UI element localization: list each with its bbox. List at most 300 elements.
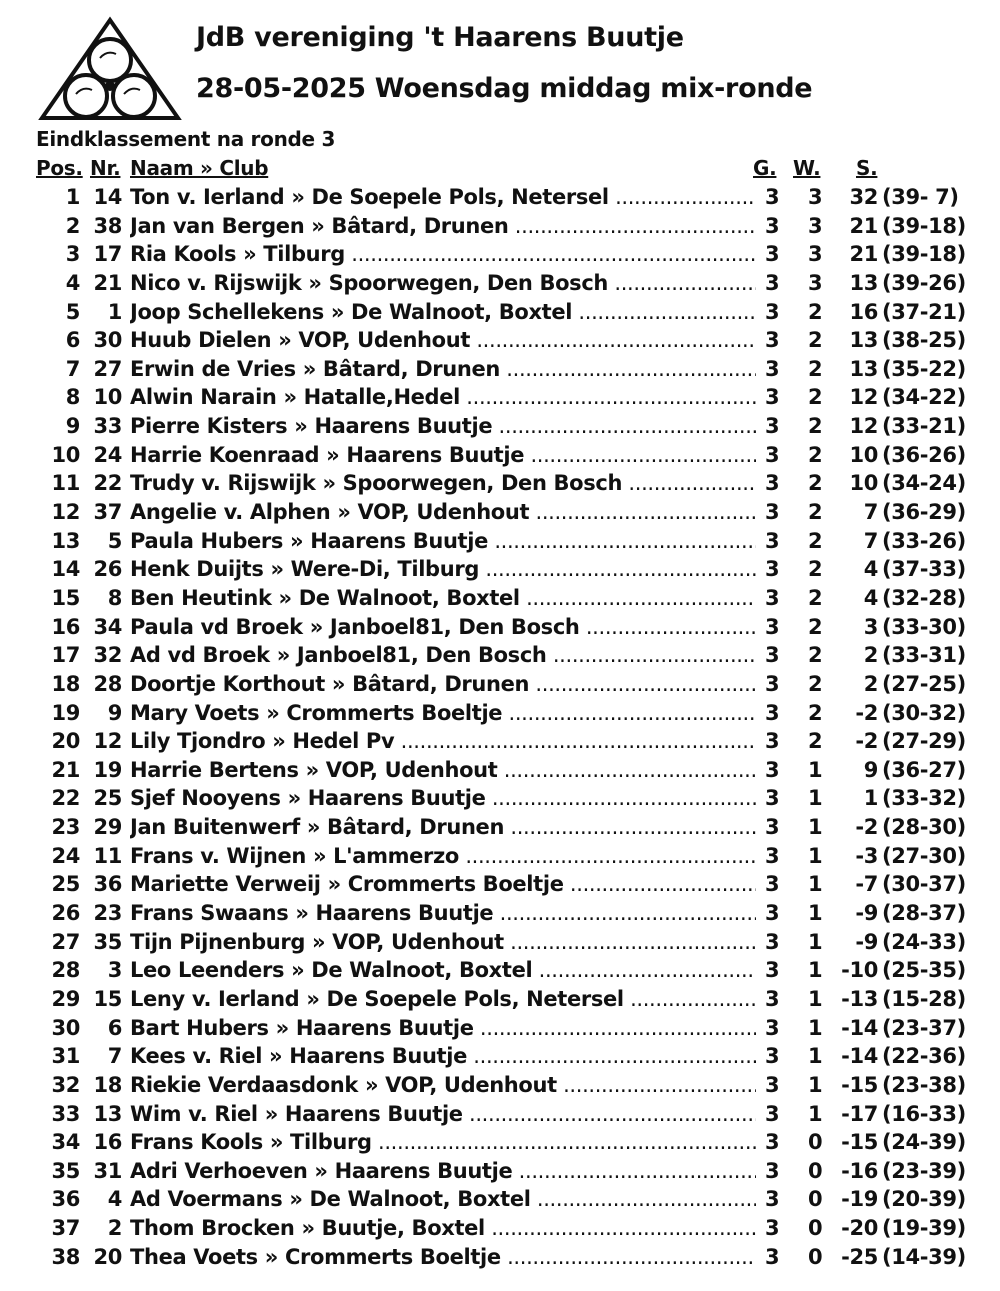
row-position: 9 (65, 414, 80, 439)
row-score: -13 (841, 986, 878, 1011)
row-points-result: (37-33) (882, 557, 966, 582)
row-score: 7 (863, 500, 878, 525)
row-position: 30 (51, 1015, 80, 1040)
row-games: 3 (765, 1216, 780, 1241)
row-position: 12 (51, 500, 80, 525)
row-player-number: 3 (107, 958, 122, 983)
row-player-number: 37 (93, 500, 122, 525)
row-points-result: (27-29) (882, 729, 966, 754)
row-position: 21 (51, 757, 80, 782)
row-player-number: 12 (93, 729, 122, 754)
row-player-name-club: Joop Schellekens » De Walnoot, Boxtel ..... (130, 300, 756, 324)
row-player-number: 23 (93, 901, 122, 926)
row-wins: 2 (808, 471, 823, 496)
column-header-score: S. (856, 156, 878, 180)
table-row (0, 698, 1000, 727)
table-row (0, 898, 1000, 927)
row-points-result: (23-37) (882, 1015, 966, 1040)
row-wins: 0 (808, 1216, 823, 1241)
row-player-number: 27 (93, 356, 122, 381)
table-row (0, 411, 1000, 440)
row-wins: 1 (808, 1072, 823, 1097)
table-row (0, 612, 1000, 641)
row-position: 34 (51, 1130, 80, 1155)
table-row (0, 1156, 1000, 1185)
row-points-result: (33-26) (882, 528, 966, 553)
row-position: 33 (51, 1101, 80, 1126)
row-score: 7 (863, 528, 878, 553)
row-points-result: (23-39) (882, 1158, 966, 1183)
row-points-result: (16-33) (882, 1101, 966, 1126)
row-player-name-club: Nico v. Rijswijk » Spoorwegen, Den Bosch ..... (130, 271, 756, 295)
table-row (0, 497, 1000, 526)
row-position: 20 (51, 729, 80, 754)
row-wins: 2 (808, 614, 823, 639)
row-player-number: 5 (107, 528, 122, 553)
row-player-number: 29 (93, 815, 122, 840)
row-points-result: (34-24) (882, 471, 966, 496)
table-row (0, 1013, 1000, 1042)
row-wins: 3 (808, 185, 823, 209)
row-games: 3 (765, 872, 780, 897)
row-score: -2 (855, 700, 878, 725)
table-row (0, 239, 1000, 268)
row-wins: 1 (808, 757, 823, 782)
row-wins: 2 (808, 700, 823, 725)
row-games: 3 (765, 585, 780, 610)
row-position: 35 (51, 1158, 80, 1183)
table-row (0, 354, 1000, 383)
row-points-result: (36-26) (882, 442, 966, 467)
row-wins: 1 (808, 1044, 823, 1069)
row-position: 2 (65, 213, 80, 238)
table-row (0, 554, 1000, 583)
row-score: -14 (841, 1044, 878, 1069)
row-games: 3 (765, 356, 780, 381)
row-points-result: (24-33) (882, 929, 966, 954)
row-games: 3 (765, 1015, 780, 1040)
table-row (0, 984, 1000, 1013)
row-games: 3 (765, 843, 780, 868)
row-player-name-club: Alwin Narain » Hatalle,Hedel ..... (130, 385, 756, 409)
row-wins: 1 (808, 986, 823, 1011)
row-position: 14 (51, 557, 80, 582)
table-row (0, 211, 1000, 240)
row-score: -19 (841, 1187, 878, 1212)
row-wins: 2 (808, 356, 823, 381)
row-player-number: 28 (93, 671, 122, 696)
row-points-result: (20-39) (882, 1187, 966, 1212)
row-wins: 1 (808, 815, 823, 840)
row-player-name-club: Jan Buitenwerf » Bâtard, Drunen ..... (130, 815, 756, 839)
row-score: -2 (855, 729, 878, 754)
row-games: 3 (765, 1101, 780, 1126)
row-player-name-club: Ria Kools » Tilburg ..... (130, 242, 756, 266)
row-games: 3 (765, 1244, 780, 1269)
row-player-name-club: Adri Verhoeven » Haarens Buutje ..... (130, 1159, 756, 1183)
table-row (0, 382, 1000, 411)
row-score: 10 (849, 471, 878, 496)
row-games: 3 (765, 242, 780, 267)
row-wins: 3 (808, 213, 823, 238)
row-player-number: 14 (93, 185, 122, 209)
row-player-number: 35 (93, 929, 122, 954)
row-score: 21 (849, 213, 878, 238)
row-points-result: (19-39) (882, 1216, 966, 1241)
row-games: 3 (765, 1044, 780, 1069)
table-row (0, 1184, 1000, 1213)
row-position: 1 (65, 185, 80, 209)
column-header-games: G. (753, 156, 777, 180)
row-player-number: 11 (93, 843, 122, 868)
row-position: 24 (51, 843, 80, 868)
row-player-number: 9 (107, 700, 122, 725)
row-position: 26 (51, 901, 80, 926)
row-wins: 1 (808, 901, 823, 926)
ranking-table (0, 182, 1000, 1270)
row-position: 13 (51, 528, 80, 553)
row-player-name-club: Mary Voets » Crommerts Boeltje ..... (130, 701, 756, 725)
row-player-number: 4 (107, 1187, 122, 1212)
row-player-name-club: Angelie v. Alphen » VOP, Udenhout ..... (130, 500, 756, 524)
row-position: 29 (51, 986, 80, 1011)
row-position: 23 (51, 815, 80, 840)
row-points-result: (30-37) (882, 872, 966, 897)
row-wins: 2 (808, 585, 823, 610)
row-player-name-club: Sjef Nooyens » Haarens Buutje ..... (130, 786, 756, 810)
row-player-name-club: Bart Hubers » Haarens Buutje ..... (130, 1016, 756, 1040)
table-row (0, 1213, 1000, 1242)
row-player-number: 13 (93, 1101, 122, 1126)
row-wins: 1 (808, 929, 823, 954)
row-score: -17 (841, 1101, 878, 1126)
row-wins: 2 (808, 528, 823, 553)
row-wins: 2 (808, 414, 823, 439)
row-player-name-club: Paula vd Broek » Janboel81, Den Bosch ..... (130, 615, 756, 639)
row-points-result: (15-28) (882, 986, 966, 1011)
row-player-name-club: Frans Swaans » Haarens Buutje ..... (130, 901, 756, 925)
row-wins: 2 (808, 643, 823, 668)
row-score: -15 (841, 1130, 878, 1155)
row-wins: 3 (808, 270, 823, 295)
section-title: Eindklassement na ronde 3 (36, 127, 336, 151)
row-position: 25 (51, 872, 80, 897)
row-wins: 3 (808, 242, 823, 267)
row-player-name-club: Frans v. Wijnen » L'ammerzo ..... (130, 844, 756, 868)
row-player-name-club: Doortje Korthout » Bâtard, Drunen ..... (130, 672, 756, 696)
row-player-name-club: Ad Voermans » De Walnoot, Boxtel ..... (130, 1187, 756, 1211)
row-position: 28 (51, 958, 80, 983)
row-wins: 1 (808, 843, 823, 868)
row-position: 18 (51, 671, 80, 696)
row-player-number: 10 (93, 385, 122, 410)
row-score: 13 (849, 356, 878, 381)
row-score: -20 (841, 1216, 878, 1241)
table-row (0, 1127, 1000, 1156)
row-score: 1 (863, 786, 878, 811)
row-points-result: (38-25) (882, 328, 966, 353)
table-row (0, 325, 1000, 354)
row-score: -15 (841, 1072, 878, 1097)
row-player-name-club: Trudy v. Rijswijk » Spoorwegen, Den Bosch ..... (130, 471, 756, 495)
row-player-number: 15 (93, 986, 122, 1011)
row-player-name-club: Harrie Bertens » VOP, Udenhout ..... (130, 758, 756, 782)
club-logo (36, 16, 184, 124)
row-score: -25 (841, 1244, 878, 1269)
row-games: 3 (765, 700, 780, 725)
row-player-number: 7 (107, 1044, 122, 1069)
row-player-name-club: Tijn Pijnenburg » VOP, Udenhout ..... (130, 930, 756, 954)
row-player-name-club: Wim v. Riel » Haarens Buutje ..... (130, 1102, 756, 1126)
column-header-name: Naam » Club (130, 156, 269, 180)
row-score: 4 (863, 557, 878, 582)
row-points-result: (36-29) (882, 500, 966, 525)
table-row (0, 268, 1000, 297)
table-row (0, 841, 1000, 870)
row-points-result: (33-21) (882, 414, 966, 439)
row-games: 3 (765, 471, 780, 496)
row-score: 10 (849, 442, 878, 467)
row-points-result: (35-22) (882, 356, 966, 381)
row-games: 3 (765, 643, 780, 668)
row-position: 22 (51, 786, 80, 811)
row-player-number: 31 (93, 1158, 122, 1183)
row-player-name-club: Thom Brocken » Buutje, Boxtel ..... (130, 1216, 756, 1240)
row-games: 3 (765, 815, 780, 840)
row-player-name-club: Leny v. Ierland » De Soepele Pols, Netersel ..... (130, 987, 756, 1011)
row-position: 4 (65, 270, 80, 295)
row-player-name-club: Pierre Kisters » Haarens Buutje ..... (130, 414, 756, 438)
row-score: 4 (863, 585, 878, 610)
row-player-number: 1 (107, 299, 122, 324)
row-wins: 1 (808, 1101, 823, 1126)
row-games: 3 (765, 757, 780, 782)
row-games: 3 (765, 299, 780, 324)
table-row (0, 812, 1000, 841)
row-points-result: (33-30) (882, 614, 966, 639)
row-games: 3 (765, 1158, 780, 1183)
row-score: 9 (863, 757, 878, 782)
row-player-name-club: Harrie Koenraad » Haarens Buutje ..... (130, 443, 756, 467)
row-player-number: 36 (93, 872, 122, 897)
row-score: 12 (849, 414, 878, 439)
row-score: 21 (849, 242, 878, 267)
row-points-result: (37-21) (882, 299, 966, 324)
row-games: 3 (765, 729, 780, 754)
row-player-name-club: Ben Heutink » De Walnoot, Boxtel ..... (130, 586, 756, 610)
row-score: 2 (863, 643, 878, 668)
page-title: JdB vereniging 't Haarens Buutje (196, 22, 684, 53)
row-score: -16 (841, 1158, 878, 1183)
row-wins: 1 (808, 786, 823, 811)
row-score: -10 (841, 958, 878, 983)
row-player-number: 38 (93, 213, 122, 238)
row-games: 3 (765, 414, 780, 439)
row-points-result: (23-38) (882, 1072, 966, 1097)
column-header-pos: Pos. (36, 156, 83, 180)
row-player-name-club: Huub Dielen » VOP, Udenhout ..... (130, 328, 756, 352)
row-games: 3 (765, 958, 780, 983)
row-games: 3 (765, 500, 780, 525)
row-games: 3 (765, 1187, 780, 1212)
table-row (0, 669, 1000, 698)
table-row (0, 1099, 1000, 1128)
row-player-number: 33 (93, 414, 122, 439)
table-row (0, 869, 1000, 898)
row-score: 16 (849, 299, 878, 324)
row-score: -9 (855, 929, 878, 954)
row-player-number: 19 (93, 757, 122, 782)
row-games: 3 (765, 1130, 780, 1155)
row-points-result: (22-36) (882, 1044, 966, 1069)
row-score: 32 (849, 185, 878, 209)
row-points-result: (33-31) (882, 643, 966, 668)
row-games: 3 (765, 213, 780, 238)
table-row (0, 440, 1000, 469)
row-player-name-club: Ton v. Ierland » De Soepele Pols, Netersel ..... (130, 185, 756, 209)
row-points-result: (28-30) (882, 815, 966, 840)
row-wins: 2 (808, 442, 823, 467)
row-player-name-club: Mariette Verweij » Crommerts Boeltje ..... (130, 872, 756, 896)
row-wins: 0 (808, 1130, 823, 1155)
row-points-result: (39-18) (882, 213, 966, 238)
row-wins: 0 (808, 1187, 823, 1212)
row-player-number: 26 (93, 557, 122, 582)
row-games: 3 (765, 929, 780, 954)
row-points-result: (28-37) (882, 901, 966, 926)
table-row (0, 927, 1000, 956)
row-points-result: (36-27) (882, 757, 966, 782)
row-wins: 1 (808, 872, 823, 897)
row-position: 10 (51, 442, 80, 467)
row-position: 32 (51, 1072, 80, 1097)
row-player-number: 25 (93, 786, 122, 811)
row-wins: 2 (808, 385, 823, 410)
table-row (0, 1041, 1000, 1070)
row-score: 12 (849, 385, 878, 410)
table-row (0, 468, 1000, 497)
row-games: 3 (765, 270, 780, 295)
row-wins: 1 (808, 1015, 823, 1040)
table-row (0, 783, 1000, 812)
row-position: 15 (51, 585, 80, 610)
row-score: 2 (863, 671, 878, 696)
row-position: 16 (51, 614, 80, 639)
row-games: 3 (765, 671, 780, 696)
row-score: -14 (841, 1015, 878, 1040)
table-row (0, 726, 1000, 755)
row-player-number: 20 (93, 1244, 122, 1269)
row-wins: 2 (808, 299, 823, 324)
row-games: 3 (765, 328, 780, 353)
row-points-result: (25-35) (882, 958, 966, 983)
row-position: 17 (51, 643, 80, 668)
row-score: -3 (855, 843, 878, 868)
table-row (0, 1242, 1000, 1271)
row-player-number: 34 (93, 614, 122, 639)
row-wins: 1 (808, 958, 823, 983)
row-player-name-club: Paula Hubers » Haarens Buutje ..... (130, 529, 756, 553)
row-position: 6 (65, 328, 80, 353)
row-score: -7 (855, 872, 878, 897)
column-header-nr: Nr. (90, 156, 121, 180)
row-points-result: (27-25) (882, 671, 966, 696)
row-position: 37 (51, 1216, 80, 1241)
row-wins: 2 (808, 671, 823, 696)
row-games: 3 (765, 528, 780, 553)
table-row (0, 755, 1000, 784)
row-score: -9 (855, 901, 878, 926)
row-player-name-club: Kees v. Riel » Haarens Buutje ..... (130, 1044, 756, 1068)
row-games: 3 (765, 557, 780, 582)
row-wins: 2 (808, 500, 823, 525)
row-points-result: (39-18) (882, 242, 966, 267)
row-games: 3 (765, 385, 780, 410)
row-score: -2 (855, 815, 878, 840)
row-player-number: 21 (93, 270, 122, 295)
row-wins: 2 (808, 557, 823, 582)
row-games: 3 (765, 614, 780, 639)
row-player-name-club: Erwin de Vries » Bâtard, Drunen ..... (130, 357, 756, 381)
row-player-name-club: Lily Tjondro » Hedel Pv ..... (130, 729, 756, 753)
table-row (0, 640, 1000, 669)
row-position: 11 (51, 471, 80, 496)
row-player-number: 24 (93, 442, 122, 467)
event-subtitle: 28-05-2025 Woensdag middag mix-ronde (196, 73, 813, 104)
row-position: 36 (51, 1187, 80, 1212)
row-points-result: (24-39) (882, 1130, 966, 1155)
row-player-number: 30 (93, 328, 122, 353)
row-player-number: 22 (93, 471, 122, 496)
row-score: 13 (849, 270, 878, 295)
row-points-result: (27-30) (882, 843, 966, 868)
row-position: 5 (65, 299, 80, 324)
row-score: 13 (849, 328, 878, 353)
table-row (0, 955, 1000, 984)
column-header-wins: W. (793, 156, 821, 180)
row-player-name-club: Thea Voets » Crommerts Boeltje ..... (130, 1245, 756, 1269)
row-points-result: (39-26) (882, 270, 966, 295)
row-position: 38 (51, 1244, 80, 1269)
row-position: 31 (51, 1044, 80, 1069)
row-player-name-club: Henk Duijts » Were-Di, Tilburg ..... (130, 557, 756, 581)
row-points-result: (32-28) (882, 585, 966, 610)
row-wins: 0 (808, 1158, 823, 1183)
row-player-number: 2 (107, 1216, 122, 1241)
row-player-number: 32 (93, 643, 122, 668)
row-games: 3 (765, 1072, 780, 1097)
row-player-name-club: Ad vd Broek » Janboel81, Den Bosch ..... (130, 643, 756, 667)
row-points-result: (39- 7) (882, 185, 959, 209)
table-row (0, 1070, 1000, 1099)
table-row (0, 297, 1000, 326)
table-row (0, 526, 1000, 555)
row-player-number: 8 (107, 585, 122, 610)
row-position: 19 (51, 700, 80, 725)
row-player-number: 16 (93, 1130, 122, 1155)
row-games: 3 (765, 901, 780, 926)
row-player-name-club: Jan van Bergen » Bâtard, Drunen ..... (130, 214, 756, 238)
table-row (0, 583, 1000, 612)
row-wins: 2 (808, 729, 823, 754)
row-games: 3 (765, 786, 780, 811)
row-player-number: 6 (107, 1015, 122, 1040)
row-player-name-club: Frans Kools » Tilburg ..... (130, 1130, 756, 1154)
row-games: 3 (765, 185, 780, 209)
row-player-name-club: Leo Leenders » De Walnoot, Boxtel ..... (130, 958, 756, 982)
row-points-result: (14-39) (882, 1244, 966, 1269)
row-position: 7 (65, 356, 80, 381)
